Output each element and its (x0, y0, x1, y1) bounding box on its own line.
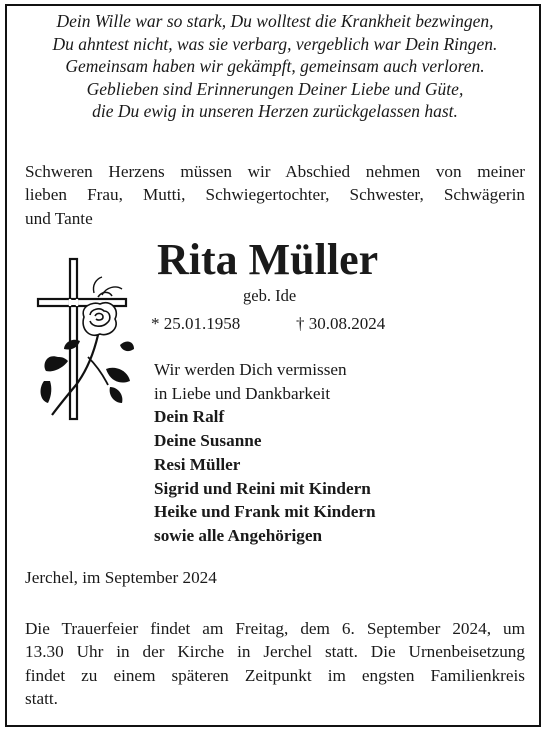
poem-line: Dein Wille war so stark, Du wolltest die Krankheit bezwingen, (56, 11, 494, 31)
notice-line: statt. (25, 689, 58, 709)
intro-line: Schweren Herzens müssen wir Abschied nehmen von meiner (25, 162, 525, 181)
mourners-line: Wir werden Dich vermissen (154, 360, 347, 379)
mourner-name: Dein Ralf (154, 407, 225, 427)
mourner-name: Sigrid und Reini mit Kindern (154, 478, 371, 498)
death-date: † 30.08.2024 (296, 314, 386, 333)
mourners-block (154, 358, 454, 548)
funeral-notice (25, 617, 525, 711)
intro-line: und Tante (25, 208, 93, 228)
place-and-date: Jerchel, im September 2024 (25, 568, 217, 587)
memorial-poem (0, 10, 550, 123)
mourner-name: Resi Müller (154, 454, 241, 474)
birth-date: * 25.01.1958 (151, 314, 241, 333)
poem-line: Gemeinsam haben wir gekämpft, gemeinsam auch verloren. (65, 56, 485, 77)
mourner-name: Heike und Frank mit Kindern (154, 502, 376, 522)
notice-line: 13.30 Uhr in der Kirche in Jerchel statt. Die Urnenbeisetzung (25, 642, 525, 662)
mourner-name: Deine Susanne (154, 431, 262, 451)
farewell-intro (25, 160, 525, 230)
mourner-name: sowie alle Angehörigen (154, 525, 323, 545)
cross-with-rose-icon (36, 257, 136, 422)
poem-line: die Du ewig in unseren Herzen zurückgelassen hast. (92, 101, 458, 122)
mourners-line: in Liebe und Dankbarkeit (154, 383, 331, 403)
poem-line: Geblieben sind Erinnerungen Deiner Liebe und Güte, (86, 78, 464, 99)
deceased-name: Rita Müller (157, 235, 379, 284)
notice-line: findet zu einem späteren Zeitpunkt im engsten Familienkreis (25, 665, 525, 685)
maiden-name: geb. Ide (243, 286, 297, 305)
notice-line: Die Trauerfeier findet am Freitag, dem 6. September 2024, um (25, 619, 525, 638)
poem-line: Du ahntest nicht, was sie verbarg, vergeblich war Dein Ringen. (52, 33, 498, 54)
intro-line: lieben Frau, Mutti, Schwiegertochter, Schwester, Schwägerin (25, 185, 525, 205)
